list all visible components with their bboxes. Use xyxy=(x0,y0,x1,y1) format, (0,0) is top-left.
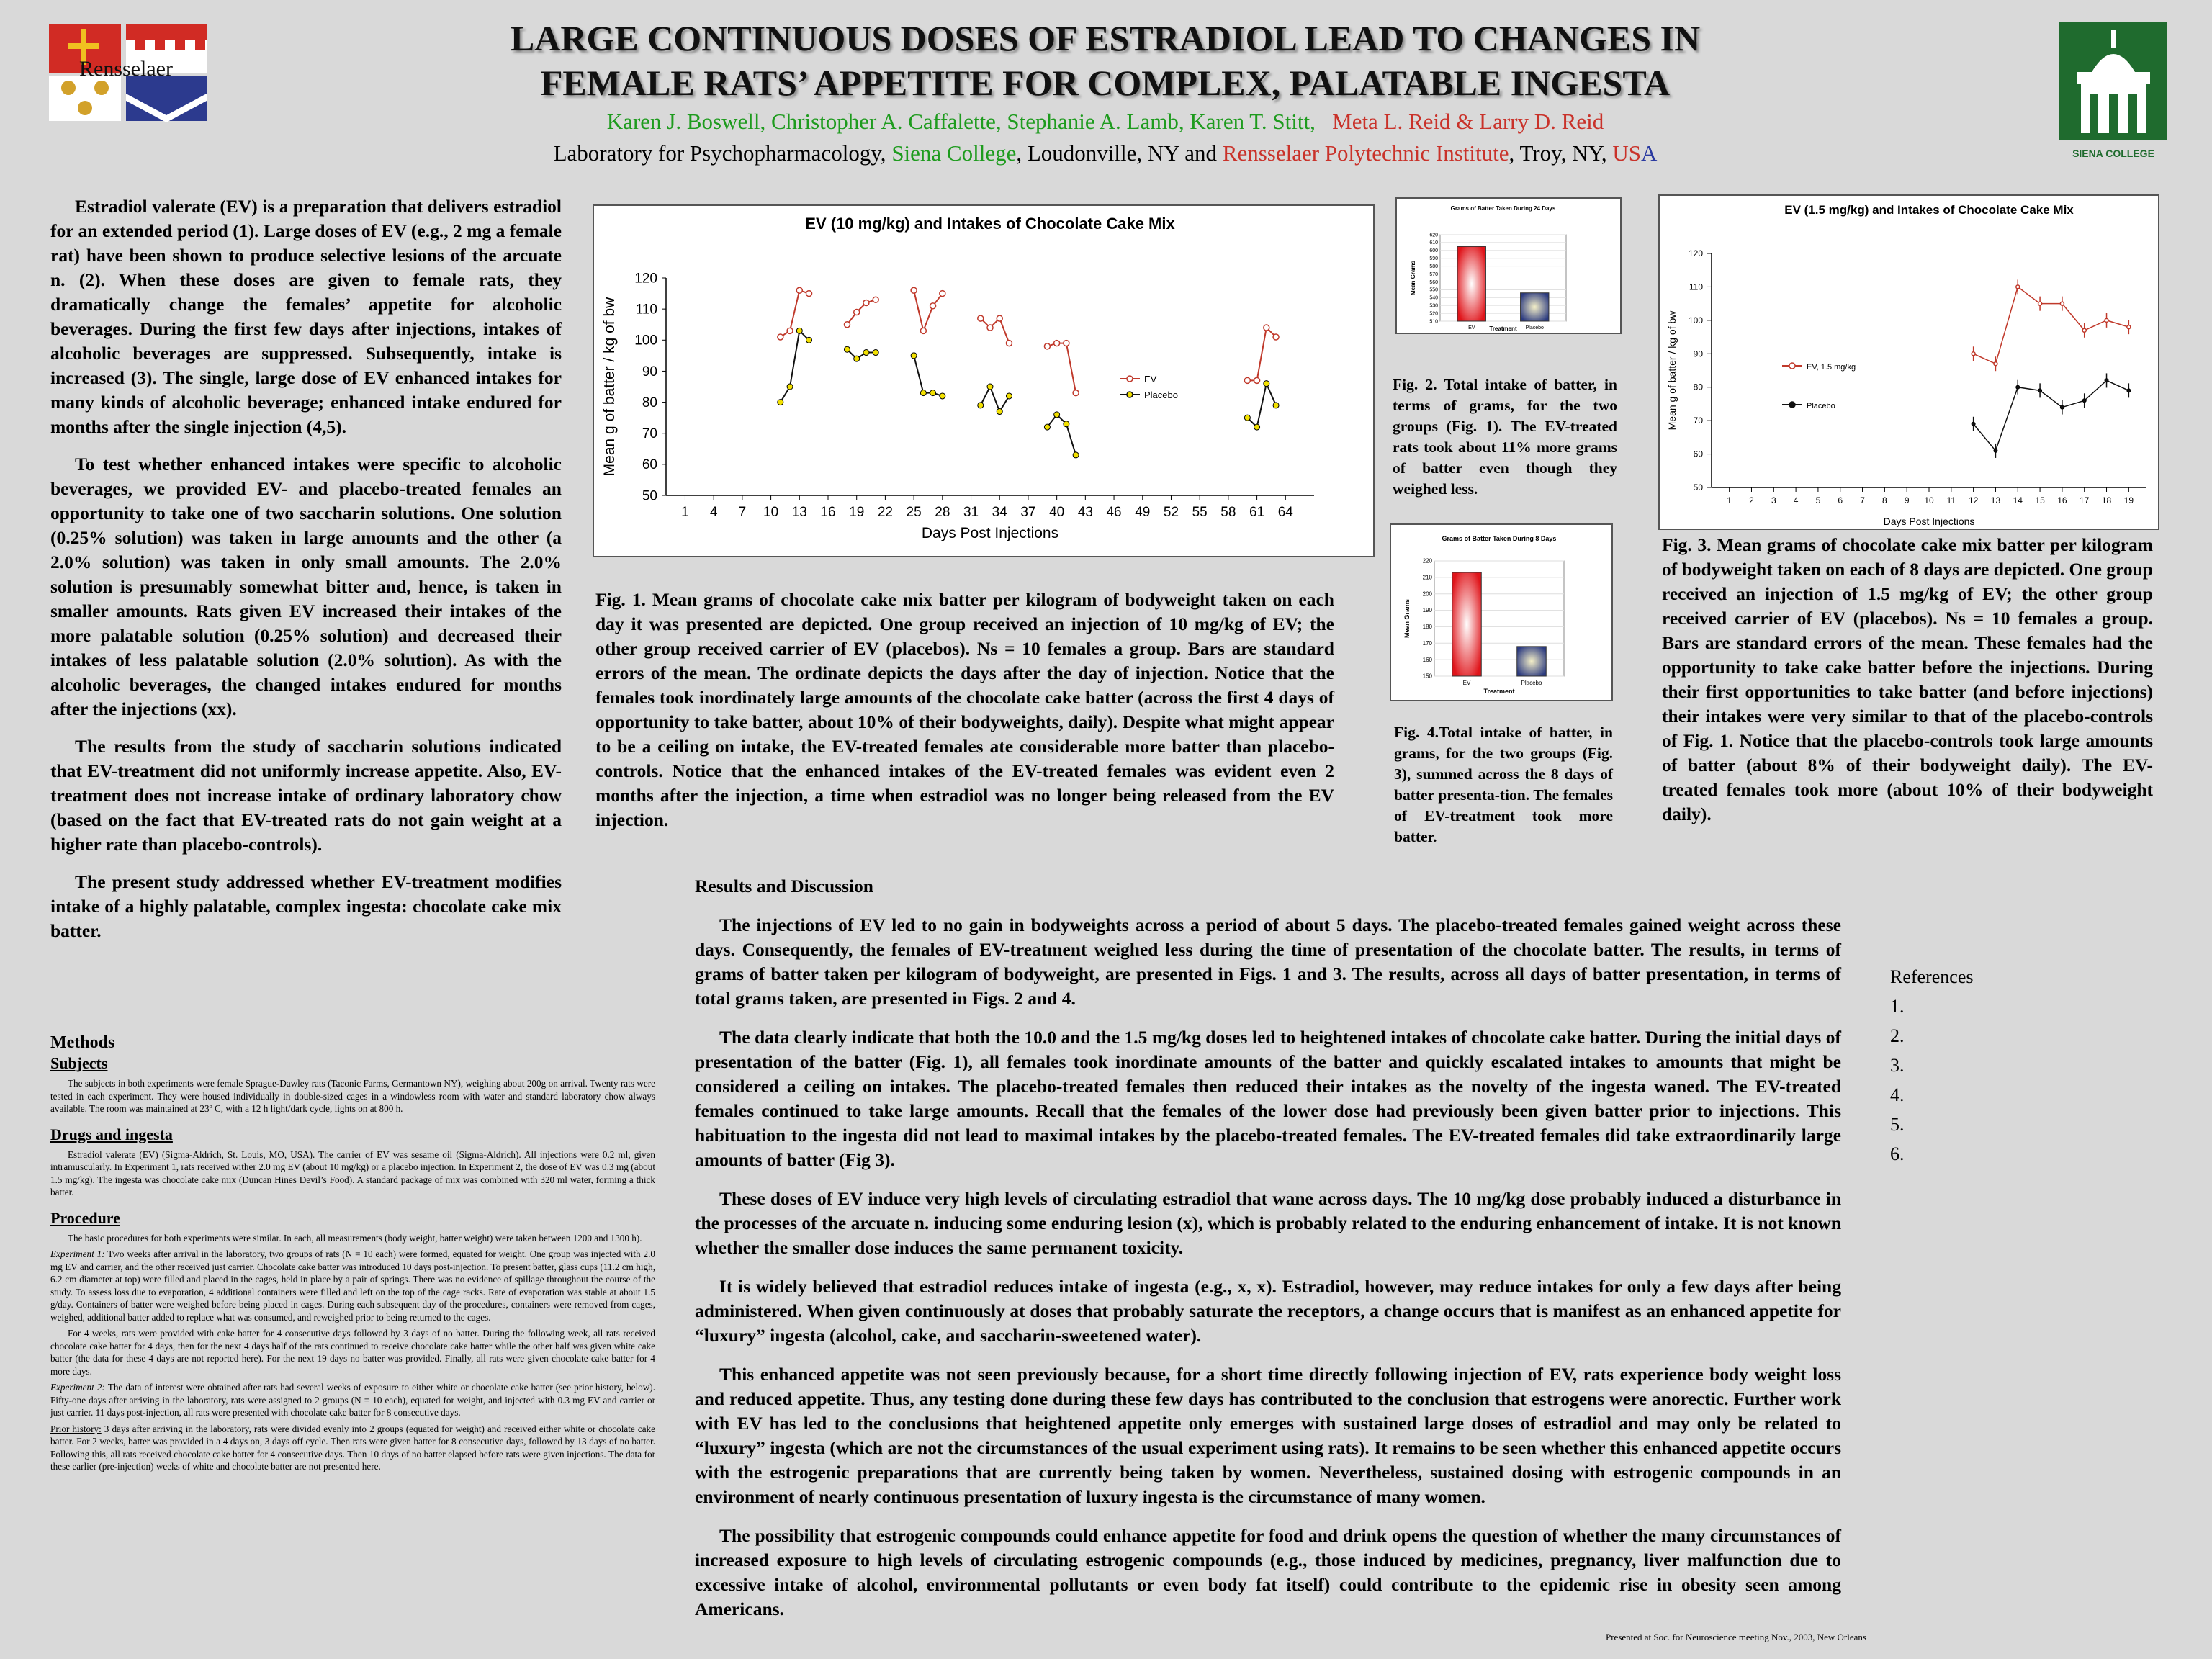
results-section xyxy=(695,874,1841,1636)
data-point-placebo xyxy=(2127,389,2131,392)
data-point-ev xyxy=(1064,341,1069,346)
data-point-placebo xyxy=(1064,421,1069,427)
poster-title xyxy=(403,16,1807,105)
y-tick-label: 170 xyxy=(1422,639,1432,647)
fig3-chart xyxy=(1658,194,2159,530)
methods-section xyxy=(50,1033,655,1477)
x-tick-label: 28 xyxy=(935,505,950,520)
fig1-caption: Fig. 1. Mean grams of chocolate cake mix batter per kilogram of bodyweight taken on each day it was presented are depicted. One group received an injection of 10 mg/kg of EV; the other group received carrier of EV (placebos). Ns = 10 females a group. Bars are standard errors of the mean. The ordinate depicts the days after the day of injection. Notice that the females took inordinately large amounts of the chocolate cake batter (across the first 4 days of opportunity to take batter, about 10% of their bodyweights, daily). Despite what might appear to be a ceiling on intake, the EV-treated females ate considerable more batter than placebo-controls. Notice that the enhanced intakes of the EV-treated females was evident even 2 months after the injection, a time when estradiol was no longer being released from the EV injection. xyxy=(595,589,1334,830)
legend-label: EV, 1.5 mg/kg xyxy=(1807,363,1856,372)
data-point-placebo xyxy=(778,400,783,405)
usa-u: U xyxy=(1612,140,1629,166)
data-point-ev xyxy=(920,328,926,333)
data-point-ev xyxy=(987,325,993,331)
x-tick-label: 2 xyxy=(1749,495,1754,505)
siena-logo xyxy=(2059,22,2167,162)
references-heading: References xyxy=(1890,966,1974,987)
data-point-placebo xyxy=(987,384,993,390)
fig2-caption: Fig. 2. Total intake of batter, in terms of grams, for the two groups (Fig. 1). The EV-treated rats took about 11% more grams of batter even though they weighed less. xyxy=(1393,376,1617,498)
data-point-placebo xyxy=(2060,405,2064,409)
authors-rpi: Meta L. Reid & Larry D. Reid xyxy=(1332,109,1604,134)
x-tick-label: 8 xyxy=(1882,495,1887,505)
intro-paragraph: The results from the study of saccharin solutions indicated that EV-treatment did not uniformly increase appetite. Also, EV-treatment does not increase intake of ordinary laboratory chow (based on the fact that EV-treated rats do not gain weight at a higher rate than placebo-controls). xyxy=(50,736,562,855)
data-point-placebo xyxy=(873,350,878,356)
y-tick-label: 90 xyxy=(642,364,657,379)
y-tick-label: 160 xyxy=(1422,656,1432,663)
data-point-placebo xyxy=(930,390,936,396)
legend-marker xyxy=(1127,376,1133,382)
drugs-text: Estradiol valerate (EV) (Sigma-Aldrich, St. Louis, MO, USA). The carrier of EV was sesame oil (Sigma-Aldrich). All injections were 0.2 ml, given intramuscularly. In Experiment 1, rats received wither 2.0 mg EV (about 10 mg/kg) or a placebo injection. In Experiment 2, the dose of EV was 0.3 mg (about 1.5 mg/kg). The ingesta was chocolate cake mix (Duncan Hines Devil’s Food). A standard package of mix was combined with 320 ml water, forming a thick batter. xyxy=(50,1148,655,1197)
data-point-placebo xyxy=(2038,389,2042,392)
fig4-caption: Fig. 4.Total intake of batter, in grams, for the two groups (Fig. 3), summed across the 8 days of batter presenta-tion. The females of EV-treatment took more batter. xyxy=(1394,724,1613,845)
x-tick-label: 14 xyxy=(2013,495,2023,505)
data-point-ev xyxy=(2082,328,2086,332)
y-axis-label: Mean Grams xyxy=(1403,598,1411,639)
footer-note: Presented at Soc. for Neuroscience meeting Nov., 2003, New Orleans xyxy=(1606,1632,1866,1642)
y-tick-label: 80 xyxy=(1693,382,1703,392)
y-tick-label: 190 xyxy=(1422,607,1432,614)
data-point-ev xyxy=(1073,390,1079,396)
intro-paragraph: Estradiol valerate (EV) is a preparation that delivers estradiol for an extended period (1). Large doses of EV (e.g., 2 mg a female rat) have been shown to produce selective lesions of the arcuate n. (2). When these doses are given to female rats, they dramatically change the females’ appetite for alcoholic beverages. During the first few days after injections, intakes of alcoholic beverages are suppressed. Subsequently, intake is increased (3). The single, large dose of EV enhanced intakes for many kinds of alcoholic beverage; enhanced intake endured for months after the single injection (4,5). xyxy=(50,196,562,437)
x-tick-label: 37 xyxy=(1020,505,1036,520)
x-tick-label: 6 xyxy=(1838,495,1843,505)
chart-title: EV (1.5 mg/kg) and Intakes of Chocolate Cake Mix xyxy=(1784,203,2074,217)
data-point-ev xyxy=(787,328,793,333)
x-tick-label: 61 xyxy=(1249,505,1265,520)
y-tick-label: 540 xyxy=(1429,295,1438,301)
data-point-ev xyxy=(2060,302,2064,305)
x-tick-label: EV xyxy=(1468,325,1475,331)
data-point-placebo xyxy=(1044,424,1050,430)
x-tick-label: 10 xyxy=(1924,495,1934,505)
y-tick-label: 120 xyxy=(1688,248,1703,258)
y-tick-label: 80 xyxy=(642,395,657,410)
data-point-placebo xyxy=(2105,379,2108,382)
x-tick-label: 52 xyxy=(1163,505,1179,520)
data-point-ev xyxy=(2105,318,2108,322)
x-tick-label: 4 xyxy=(709,505,718,520)
y-tick-label: 510 xyxy=(1429,319,1438,325)
methods-heading: Methods xyxy=(50,1033,115,1052)
data-point-placebo xyxy=(1073,452,1079,458)
x-tick-label: Placebo xyxy=(1521,680,1542,686)
data-point-ev xyxy=(806,291,812,297)
y-tick-label: 110 xyxy=(635,302,657,318)
x-tick-label: 19 xyxy=(2123,495,2134,505)
data-point-ev xyxy=(911,287,917,293)
usa-s: S xyxy=(1628,140,1642,166)
y-axis-label: Mean g of batter / kg of bw xyxy=(601,297,618,477)
y-tick-label: 200 xyxy=(1422,590,1432,598)
series-line-ev xyxy=(914,290,943,331)
data-point-ev xyxy=(778,334,783,340)
prior-history-label: Prior history: xyxy=(50,1423,102,1434)
x-tick-label: 12 xyxy=(1968,495,1979,505)
x-tick-label: 19 xyxy=(849,505,865,520)
x-axis-label: Treatment xyxy=(1489,325,1517,332)
y-tick-label: 50 xyxy=(1693,482,1703,493)
fig4-plot xyxy=(1391,525,1611,700)
x-tick-label: 16 xyxy=(2057,495,2067,505)
fig3-caption: Fig. 3. Mean grams of chocolate cake mix batter per kilogram of bodyweight taken on each of 8 days are depicted. One group received an injection of 1.5 mg/kg of EV; the other group received carrier of EV (placebos). Ns = 10 females a group. Bars are standard errors of the mean. These females had the opportunity to take cake batter before the injections. During their first opportunities to take batter (and before injections) their intakes were very similar to that of the placebo-controls of Fig. 1. Notice that the placebo-controls took large amounts of batter (about 8% of their bodyweight daily). The EV-treated females took more (about 10% of their bodyweight daily). xyxy=(1662,534,2153,824)
data-point-ev xyxy=(1273,334,1279,340)
series-line-ev xyxy=(1247,328,1276,380)
fig2-plot xyxy=(1397,199,1620,333)
bar-ev xyxy=(1452,572,1482,676)
y-tick-label: 60 xyxy=(642,457,657,473)
procedure-heading: Procedure xyxy=(50,1208,120,1227)
data-point-placebo xyxy=(920,390,926,396)
x-tick-label: 22 xyxy=(877,505,893,520)
x-tick-label: 18 xyxy=(2101,495,2112,505)
intro-paragraph: To test whether enhanced intakes were specific to alcoholic beverages, we provided EV- and placebo-treated females an opportunity to take one of two saccharin solutions. One solution (0.25% solution) was taken in large amounts and the other (a 2.0% solution) was taken in only small amounts. The 2.0% solution is presumably somewhat bitter and, hence, is taken in smaller amounts. Rats given EV increased their intakes of the more palatable solution (0.25% solution) and decreased their intakes of less palatable solution (2.0% solution). As with the alcoholic beverages, the changed intakes endured for months after the injections (xx). xyxy=(50,454,562,719)
y-tick-label: 590 xyxy=(1429,256,1438,262)
y-tick-label: 220 xyxy=(1422,557,1432,565)
data-point-placebo xyxy=(997,409,1002,415)
data-point-ev xyxy=(863,300,869,306)
affil-siena: Siena College xyxy=(891,140,1017,166)
x-tick-label: 58 xyxy=(1220,505,1236,520)
x-axis-label: Days Post Injections xyxy=(1883,516,1975,527)
reference-item: 2. xyxy=(1890,1025,1905,1046)
data-point-placebo xyxy=(787,384,793,390)
data-point-ev xyxy=(2038,302,2042,305)
x-tick-label: 31 xyxy=(963,505,979,520)
data-point-ev xyxy=(1006,341,1012,346)
x-tick-label: 3 xyxy=(1771,495,1776,505)
data-point-ev xyxy=(1254,377,1260,383)
series-line-placebo xyxy=(1974,380,2129,451)
x-tick-label: 43 xyxy=(1077,505,1093,520)
data-point-placebo xyxy=(806,337,812,343)
y-tick-label: 90 xyxy=(1693,349,1703,359)
x-tick-label: 46 xyxy=(1106,505,1122,520)
fig2-chart xyxy=(1395,197,1622,334)
legend-label: Placebo xyxy=(1144,390,1178,400)
chart-title: Grams of Batter Taken During 24 Days xyxy=(1450,205,1556,212)
x-tick-label: Placebo xyxy=(1525,325,1544,331)
procedure-text: The basic procedures for both experiments were similar. In each, all measurements (body weight, batter weight) were taken between 1200 and 1300 h). xyxy=(68,1232,642,1244)
siena-wordmark: SIENA COLLEGE xyxy=(2072,148,2154,159)
data-point-ev xyxy=(1264,325,1269,331)
data-point-ev xyxy=(796,287,802,293)
series-line-placebo xyxy=(1247,384,1276,427)
x-tick-label: 40 xyxy=(1049,505,1065,520)
rensselaer-logo xyxy=(47,22,209,122)
data-point-ev xyxy=(978,315,984,321)
x-tick-label: 64 xyxy=(1277,505,1293,520)
results-heading: Results and Discussion xyxy=(695,876,873,896)
experiment1-label: Experiment 1: xyxy=(50,1249,105,1259)
reference-item: 4. xyxy=(1890,1084,1905,1105)
affil-loudonville: , Loudonville, NY and xyxy=(1016,140,1218,166)
data-point-placebo xyxy=(1006,393,1012,399)
data-point-placebo xyxy=(863,350,869,356)
y-tick-label: 610 xyxy=(1429,240,1438,246)
data-point-ev xyxy=(844,322,850,328)
x-tick-label: EV xyxy=(1462,680,1471,686)
prior-history-body: 3 days after arriving in the laboratory, rats were divided evenly into 2 groups (equated for weight) and received either white or chocolate cake batter. For 2 weeks, batter was provided in a 4 days on, 3 days off cycle. Then rats were given batter for 8 consecutive days, followed by 13 days of no batter. Following this, all rats received chocolate cake batter for 4 consecutive days. Then 10 days of no batter elapsed before rats were given injections. The data for these earlier (pre-injection) weeks of white and chocolate batter are not presented here. xyxy=(50,1423,655,1472)
data-point-placebo xyxy=(1244,415,1250,421)
authors-siena: Karen J. Boswell, Christopher A. Caffalette, Stephanie A. Lamb, Karen T. Stitt, xyxy=(606,109,1316,134)
y-tick-label: 570 xyxy=(1429,271,1438,277)
x-tick-label: 7 xyxy=(1860,495,1865,505)
y-tick-label: 620 xyxy=(1429,233,1438,238)
data-point-ev xyxy=(1044,343,1050,349)
prior-history-text xyxy=(50,1423,655,1473)
drugs-heading: Drugs and ingesta xyxy=(50,1125,173,1143)
y-tick-label: 110 xyxy=(1689,282,1703,292)
data-point-placebo xyxy=(854,356,860,361)
x-tick-label: 7 xyxy=(738,505,747,520)
series-line-placebo xyxy=(1047,415,1076,455)
chart-title: Grams of Batter Taken During 8 Days xyxy=(1442,535,1557,542)
series-line-placebo xyxy=(847,349,876,359)
y-tick-label: 600 xyxy=(1429,248,1438,254)
bar-ev xyxy=(1457,246,1485,321)
y-tick-label: 70 xyxy=(642,426,657,442)
series-line-ev xyxy=(981,318,1010,343)
affil-lab: Laboratory for Psychopharmacology, xyxy=(553,140,886,166)
x-tick-label: 9 xyxy=(1904,495,1910,505)
experiment2-text xyxy=(50,1381,655,1419)
y-tick-label: 150 xyxy=(1422,673,1432,680)
chart-title: EV (10 mg/kg) and Intakes of Chocolate Cake Mix xyxy=(805,215,1175,233)
subjects-text: The subjects in both experiments were female Sprague-Dawley rats (Taconic Farms, Germantown NY), weighing about 200g on arrival. Twenty rats were tested in each experiment. They were housed individually in double-sized cages in a windowless room with water and standard laboratory chow always available. The room was maintained at 23º C, with a 12 h light/dark cycle, lights on at 800 h. xyxy=(50,1078,655,1114)
fig3-plot xyxy=(1660,196,2158,529)
fig4-chart xyxy=(1390,523,1613,701)
reference-item: 1. xyxy=(1890,996,1905,1017)
y-tick-label: 520 xyxy=(1429,311,1438,317)
fig1-plot xyxy=(594,206,1373,556)
data-point-placebo xyxy=(911,353,917,359)
y-tick-label: 560 xyxy=(1429,279,1438,285)
data-point-ev xyxy=(1994,362,1997,366)
series-line-ev xyxy=(781,290,809,337)
series-line-placebo xyxy=(914,356,943,396)
references xyxy=(1890,962,1973,1169)
y-tick-label: 180 xyxy=(1422,624,1432,631)
x-tick-label: 25 xyxy=(906,505,922,520)
y-tick-label: 580 xyxy=(1429,264,1438,269)
data-point-ev xyxy=(873,297,878,302)
affiliations xyxy=(403,140,1807,167)
title-line-1: LARGE CONTINUOUS DOSES OF ESTRADIOL LEAD TO CHANGES IN xyxy=(510,18,1701,58)
series-line-placebo xyxy=(981,387,1010,412)
x-tick-label: 34 xyxy=(992,505,1007,520)
data-point-placebo xyxy=(2082,399,2086,403)
reference-item: 3. xyxy=(1890,1055,1905,1076)
results-paragraph: These doses of EV induce very high levels of circulating estradiol that wane across days. The 10 mg/kg dose probably induced a disturbance in the processes of the arcuate n. inducing some enduring lesion (x), which is probably related to the enduring enhancement of intake. It is not known whether the smaller dose induces the same permanent toxicity. xyxy=(695,1188,1841,1258)
data-point-ev xyxy=(2016,285,2020,289)
y-tick-label: 50 xyxy=(642,488,657,504)
y-tick-label: 550 xyxy=(1429,287,1438,293)
y-tick-label: 100 xyxy=(634,333,657,349)
legend-label: EV xyxy=(1144,374,1157,385)
legend-marker xyxy=(1127,392,1133,397)
results-paragraph: This enhanced appetite was not seen previously because, for a short time directly following injection of EV, rats experience body weight loss and reduced appetite. Thus, any testing done during these few days has contributed to the conclusion that estrogens were anorectic. Further work with EV has led to the conclusions that heightened appetite only emerges with sustained large doses of estradiol and may only be related to “luxury” ingesta (which are not the circumstances of the usual experiment using rats). It remains to be seen whether this enhanced appetite occurs with the estrogenic preparations that are currently being taken by women. Nevertheless, sustained dosing with estrogenic compounds in an environment of nearly continuous presentation of luxury ingesta is the circumstance of many women. xyxy=(695,1364,1841,1507)
usa-a: A xyxy=(1641,140,1658,166)
legend-label: Placebo xyxy=(1807,402,1835,410)
x-tick-label: 11 xyxy=(1946,495,1956,505)
legend-marker xyxy=(1789,363,1795,369)
data-point-placebo xyxy=(1972,422,1975,426)
x-tick-label: 1 xyxy=(681,505,689,520)
x-tick-label: 1 xyxy=(1727,495,1732,505)
y-tick-label: 530 xyxy=(1429,303,1438,309)
introduction xyxy=(50,194,562,956)
bar-placebo xyxy=(1521,293,1549,321)
y-tick-label: 60 xyxy=(1693,449,1703,459)
series-line-ev xyxy=(1974,287,2129,364)
x-tick-label: 13 xyxy=(791,505,807,520)
experiment1-text xyxy=(50,1248,655,1323)
results-paragraph: The injections of EV led to no gain in bodyweights across a period of about 5 days. The placebo-treated females gained weight across these days. Consequently, the females of EV-treatment weighed less during the time of presentation of the chocolate batter. The results, in terms of grams of batter taken per kilogram of bodyweight, are presented in Figs. 1 and 3. The results, across all days of batter presentation, in terms of total grams taken, are presented in Figs. 2 and 4. xyxy=(695,914,1841,1009)
reference-item: 5. xyxy=(1890,1114,1905,1135)
author-list xyxy=(403,108,1807,135)
x-tick-label: 17 xyxy=(2080,495,2090,505)
data-point-placebo xyxy=(1994,449,1997,452)
data-point-ev xyxy=(930,303,936,309)
x-tick-label: 15 xyxy=(2035,495,2045,505)
x-tick-label: 10 xyxy=(763,505,779,520)
x-tick-label: 4 xyxy=(1793,495,1799,505)
data-point-ev xyxy=(1972,352,1975,356)
results-paragraph: It is widely believed that estradiol reduces intake of ingesta (e.g., x, x). Estradiol, however, may reduce intakes for only a few days after being administered. When given continuously at doses that probably saturate the receptors, a change occurs that is manifest as an enhanced appetite for “luxury” ingesta (alcohol, cake, and saccharin-sweetened water). xyxy=(695,1276,1841,1346)
affil-rpi: Rensselaer Polytechnic Institute xyxy=(1222,140,1509,166)
experiment2-label: Experiment 2: xyxy=(50,1382,105,1393)
x-tick-label: 5 xyxy=(1815,495,1821,505)
x-axis-label: Treatment xyxy=(1483,688,1515,695)
procedure-text: For 4 weeks, rats were provided with cake batter for 4 consecutive days followed by 3 days of no batter. During the following week, all rats received chocolate cake batter for 4 days, then for the next 4 days half of the rats continued to receive chocolate cake batter while the other half was given white cake batter (the data for these 4 days are not reported here). For the next 19 days no batter was provided. Finally, all rats were given chocolate cake batter for 4 more days. xyxy=(50,1328,655,1377)
data-point-ev xyxy=(1244,377,1250,383)
series-line-ev xyxy=(1047,343,1076,393)
data-point-placebo xyxy=(1054,412,1060,418)
y-axis-label: Mean g of batter / kg of bw xyxy=(1666,310,1678,431)
title-line-2: FEMALE RATS’ APPETITE FOR COMPLEX, PALATABLE INGESTA xyxy=(540,63,1671,103)
y-tick-label: 210 xyxy=(1422,574,1432,581)
results-paragraph: The data clearly indicate that both the 10.0 and the 1.5 mg/kg doses led to heightened intakes of chocolate cake batter. During the initial days of presentation of the batter (Fig. 1), all females took inordinate amounts of the batter and quickly escalated intakes to amounts that might be considered a ceiling on intakes. The placebo-treated females then reduced their intakes as the novelty of the ingesta waned. The EV-treated females continued to take large amounts. Recall that the females of the lower dose had previously been given batter prior to injections. This habituation to the ingesta did not lead to maximal intakes by the placebo-treated females. The EV-treated females did take extraordinarily large amounts of batter (Fig 3). xyxy=(695,1027,1841,1170)
x-tick-label: 49 xyxy=(1135,505,1151,520)
series-line-ev xyxy=(847,300,876,325)
data-point-placebo xyxy=(978,403,984,408)
data-point-placebo xyxy=(940,393,945,399)
data-point-placebo xyxy=(1254,424,1260,430)
data-point-placebo xyxy=(844,346,850,352)
series-line-placebo xyxy=(781,331,809,402)
rensselaer-wordmark: Rensselaer xyxy=(79,57,173,81)
intro-paragraph: The present study addressed whether EV-treatment modifies intake of a highly palatable, complex ingesta: chocolate cake mix batter. xyxy=(50,871,562,941)
experiment1-body: Two weeks after arrival in the laboratory, two groups of rats (N = 10 each) were formed, equated for weight. One group was injected with 2.0 mg EV and carrier, and the other received just carrier. Chocolate cake batter was introduced 10 days post-injection. To present batter, glass cups (11.2 cm high, 6.2 cm diameter at top) were filled and placed in the cages, held in place by a pair of springs. There was no evidence of spillage throughout the course of the study. To assess loss due to evaporation, 4 additional containers were filled and left on the top of the cage racks. Rate of evaporation was stable at about 1.5 g/day. Containers of batter were weighed before being placed in cages. During each subsequent day of the procedures, containers were removed from cages, weighed, additional batter added to replace what was consumed, and reweighed prior to being returned to the cages. xyxy=(50,1249,655,1323)
y-axis-label: Mean Grams xyxy=(1410,260,1416,296)
y-tick-label: 100 xyxy=(1688,315,1703,325)
subjects-heading: Subjects xyxy=(50,1054,108,1072)
data-point-ev xyxy=(940,291,945,297)
data-point-ev xyxy=(854,309,860,315)
data-point-placebo xyxy=(1273,403,1279,408)
experiment2-body: The data of interest were obtained after rats had several weeks of exposure to either white or chocolate cake batter (see prior history, below). Fifty-one days after arriving in the laboratory, rats were assigned to 2 groups (N = 10 each), equated for weight, and injected with 0.3 mg EV and carrier or just carrier. 11 days post-injection, all rats were presented with chocolate cake batter for 8 consecutive days. xyxy=(50,1382,655,1418)
fig1-chart xyxy=(593,204,1375,557)
x-tick-label: 13 xyxy=(1990,495,2001,505)
results-paragraph: The possibility that estrogenic compounds could enhance appetite for food and drink opens the question of whether the many circumstances of increased exposure to high levels of circulating estrogenic compounds (e.g., those induced by medicines, pregnancy, liver malfunction due to excessive intake of alcohol, environmental pollutants or even body fat itself) could contribute to the epidemic rise in obesity seen among Americans. xyxy=(695,1525,1841,1619)
x-tick-label: 55 xyxy=(1192,505,1208,520)
x-axis-label: Days Post Injections xyxy=(921,525,1059,541)
bar-placebo xyxy=(1517,647,1547,676)
data-point-placebo xyxy=(2016,385,2020,389)
data-point-placebo xyxy=(796,328,802,333)
data-point-placebo xyxy=(1264,381,1269,387)
reference-item: 6. xyxy=(1890,1143,1905,1164)
y-tick-label: 120 xyxy=(634,271,657,287)
x-tick-label: 16 xyxy=(820,505,836,520)
data-point-ev xyxy=(2127,325,2131,329)
data-point-ev xyxy=(1054,341,1060,346)
y-tick-label: 70 xyxy=(1693,415,1703,426)
affil-troy: , Troy, NY, xyxy=(1509,140,1607,166)
legend-marker xyxy=(1789,402,1795,408)
data-point-ev xyxy=(997,315,1002,321)
